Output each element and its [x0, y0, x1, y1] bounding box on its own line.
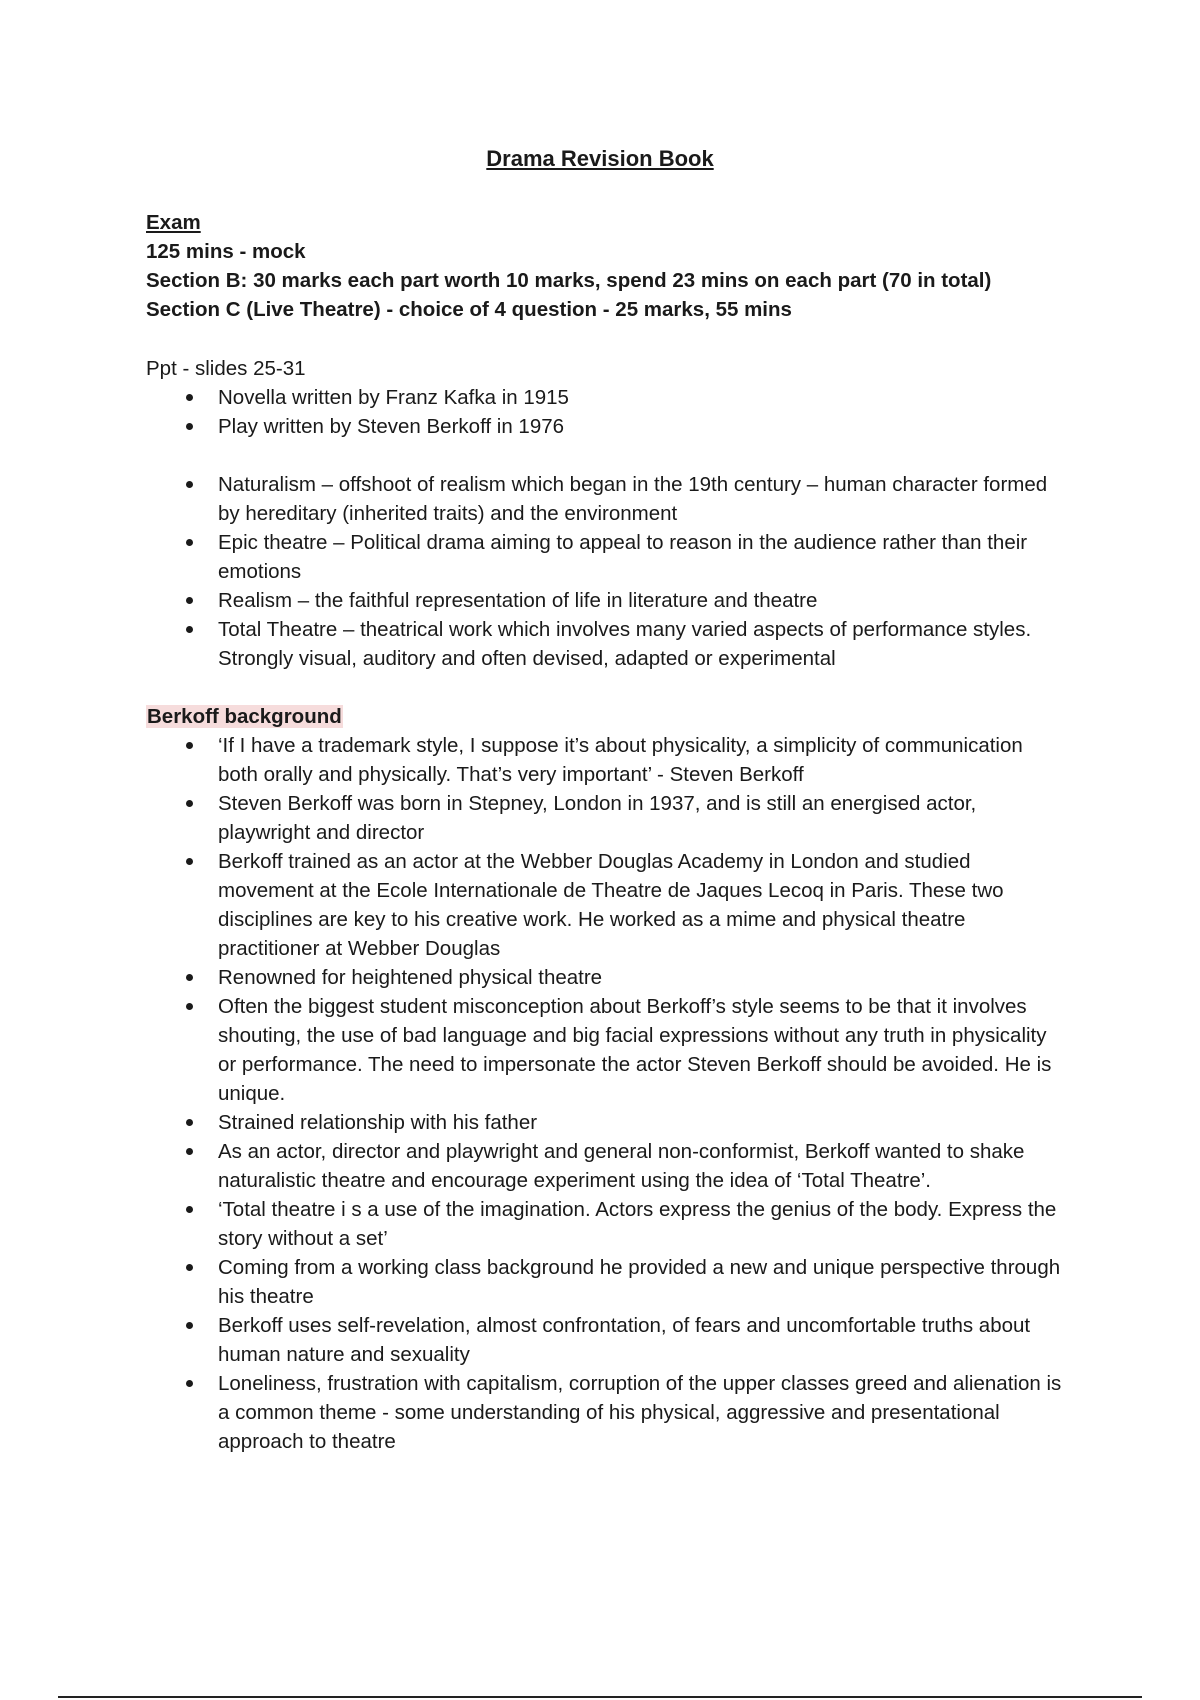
- list-item: ‘If I have a trademark style, I suppose it’s about physicality, a simplicity of communication both orally and physically. That’s very important’ - Steven Berkoff: [218, 731, 1066, 789]
- document-body: [146, 208, 1066, 1456]
- definitions-list: [146, 470, 1066, 673]
- list-item: Strained relationship with his father: [218, 1108, 1066, 1137]
- page-title: Drama Revision Book: [486, 146, 714, 171]
- list-item: Coming from a working class background he provided a new and unique perspective through his theatre: [218, 1253, 1066, 1311]
- highlighted-heading-text: Berkoff background: [147, 705, 342, 728]
- ppt-label: Ppt - slides 25-31: [146, 357, 306, 380]
- list-item: Often the biggest student misconception about Berkoff’s style seems to be that it involves shouting, the use of bad language and big facial expressions without any truth in physicality or performance. The need to impersonate the actor Steven Berkoff should be avoided. He is unique.: [218, 992, 1066, 1108]
- list-item: Total Theatre – theatrical work which involves many varied aspects of performance styles. Strongly visual, auditory and often devised, adapted or experimental: [218, 615, 1066, 673]
- exam-section: [146, 208, 1066, 324]
- ppt-list: [146, 383, 1066, 441]
- list-item: Epic theatre – Political drama aiming to appeal to reason in the audience rather than their emotions: [218, 528, 1066, 586]
- list-item: ‘Total theatre i s a use of the imagination. Actors express the genius of the body. Express the story without a set’: [218, 1195, 1066, 1253]
- list-item: Realism – the faithful representation of life in literature and theatre: [218, 586, 1066, 615]
- list-item: Renowned for heightened physical theatre: [218, 963, 1066, 992]
- exam-line-duration: 125 mins - mock: [146, 240, 306, 263]
- list-item: As an actor, director and playwright and general non-conformist, Berkoff wanted to shake naturalistic theatre and encourage experiment using the idea of ‘Total Theatre’.: [218, 1137, 1066, 1195]
- list-item: Steven Berkoff was born in Stepney, London in 1937, and is still an energised actor, playwright and director: [218, 789, 1066, 847]
- berkoff-list: [146, 731, 1066, 1456]
- list-item: Naturalism – offshoot of realism which began in the 19th century – human character formed by hereditary (inherited traits) and the environment: [218, 470, 1066, 528]
- list-item: Novella written by Franz Kafka in 1915: [218, 383, 1066, 412]
- footer-divider: [58, 1696, 1142, 1698]
- list-item: Play written by Steven Berkoff in 1976: [218, 412, 1066, 441]
- berkoff-heading: [146, 702, 1066, 731]
- list-item: Loneliness, frustration with capitalism, corruption of the upper classes greed and alienation is a common theme - some understanding of his physical, aggressive and presentational approach to theatre: [218, 1369, 1066, 1456]
- list-item: Berkoff uses self-revelation, almost confrontation, of fears and uncomfortable truths about human nature and sexuality: [218, 1311, 1066, 1369]
- exam-line-section-b: Section B: 30 marks each part worth 10 marks, spend 23 mins on each part (70 in total): [146, 269, 992, 292]
- exam-line-section-c: Section C (Live Theatre) - choice of 4 question - 25 marks, 55 mins: [146, 298, 792, 321]
- list-item: Berkoff trained as an actor at the Webber Douglas Academy in London and studied movement at the Ecole Internationale de Theatre de Jaques Lecoq in Paris. These two disciplines are key to his creative work. He worked as a mime and physical theatre practitioner at Webber Douglas: [218, 847, 1066, 963]
- exam-heading: Exam: [146, 211, 201, 234]
